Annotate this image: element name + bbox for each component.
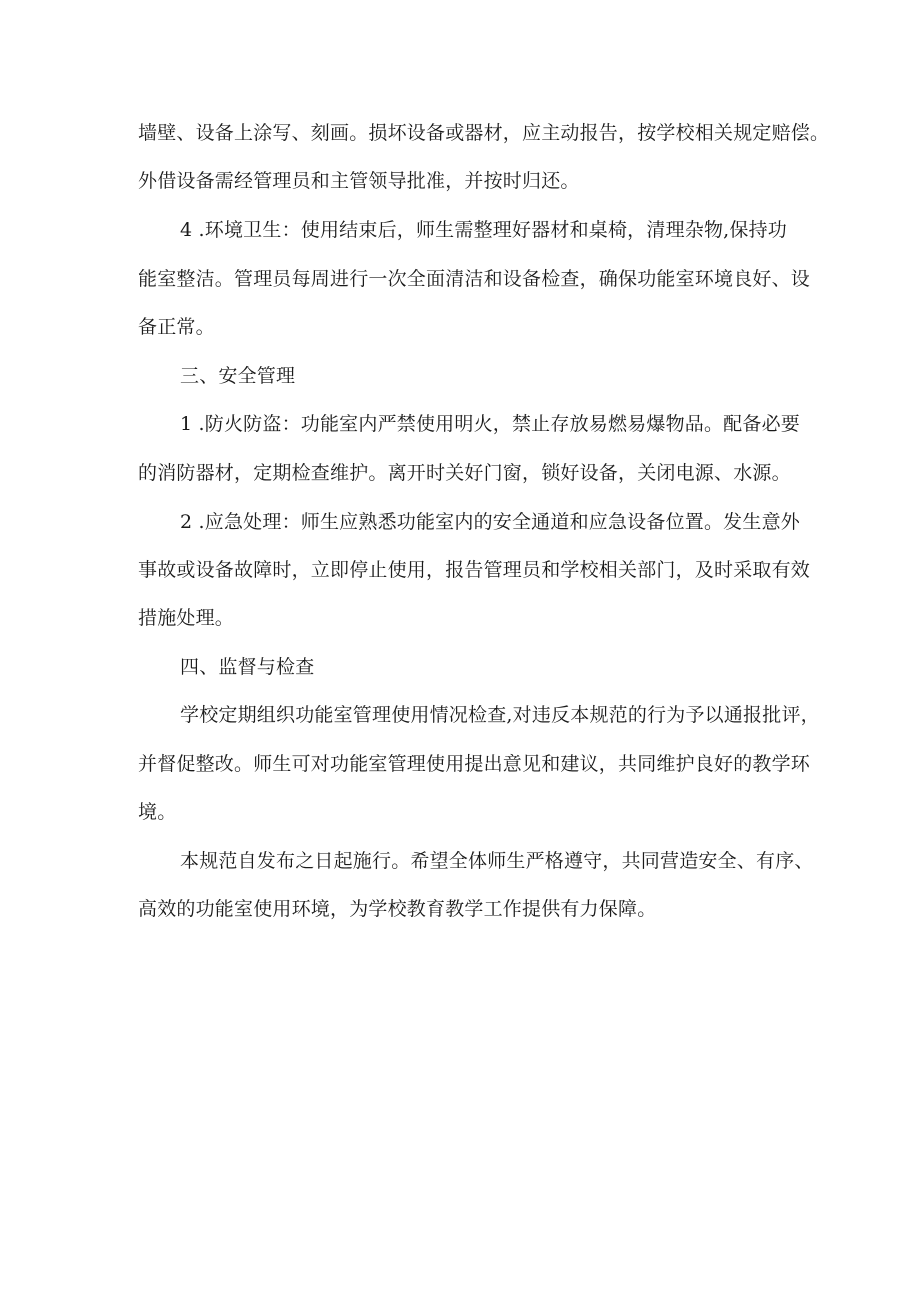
paragraph-line: 备正常。: [138, 316, 215, 338]
paragraph-line: 并督促整改。师生可对功能室管理使用提出意见和建议，共同维护良好的教学环: [138, 753, 811, 775]
paragraph-line: 境。: [138, 801, 177, 823]
paragraph-line: 墙壁、设备上涂写、刻画。损坏设备或器材，应主动报告，按学校相关规定赔偿。: [138, 122, 830, 144]
paragraph-line: 本规范自发布之日起施行。希望全体师生严格遵守，共同营造安全、有序、: [180, 850, 814, 872]
paragraph-line: 1 .防火防盗：功能室内严禁使用明火，禁止存放易燃易爆物品。配备必要: [180, 413, 800, 435]
paragraph-line: 2 .应急处理：师生应熟悉功能室内的安全通道和应急设备位置。发生意外: [180, 511, 800, 533]
section-heading: 四、监督与检查: [180, 656, 315, 678]
paragraph-line: 措施处理。: [138, 607, 235, 629]
paragraph-line: 4 .环境卫生：使用结束后，师生需整理好器材和桌椅，清理杂物,保持功: [180, 219, 788, 241]
paragraph-line: 事故或设备故障时，立即停止使用，报告管理员和学校相关部门，及时采取有效: [138, 559, 811, 581]
paragraph-line: 学校定期组织功能室管理使用情况检查,对违反本规范的行为予以通报批评，: [180, 704, 820, 726]
paragraph-line: 的消防器材，定期检查维护。离开时关好门窗，锁好设备，关闭电源、水源。: [138, 462, 791, 484]
paragraph-line: 能室整洁。管理员每周进行一次全面清洁和设备检查，确保功能室环境良好、设: [138, 268, 811, 290]
paragraph-line: 外借设备需经管理员和主管领导批准，并按时归还。: [138, 170, 580, 192]
section-heading: 三、安全管理: [180, 365, 296, 387]
paragraph-line: 高效的功能室使用环境，为学校教育教学工作提供有力保障。: [138, 898, 657, 920]
